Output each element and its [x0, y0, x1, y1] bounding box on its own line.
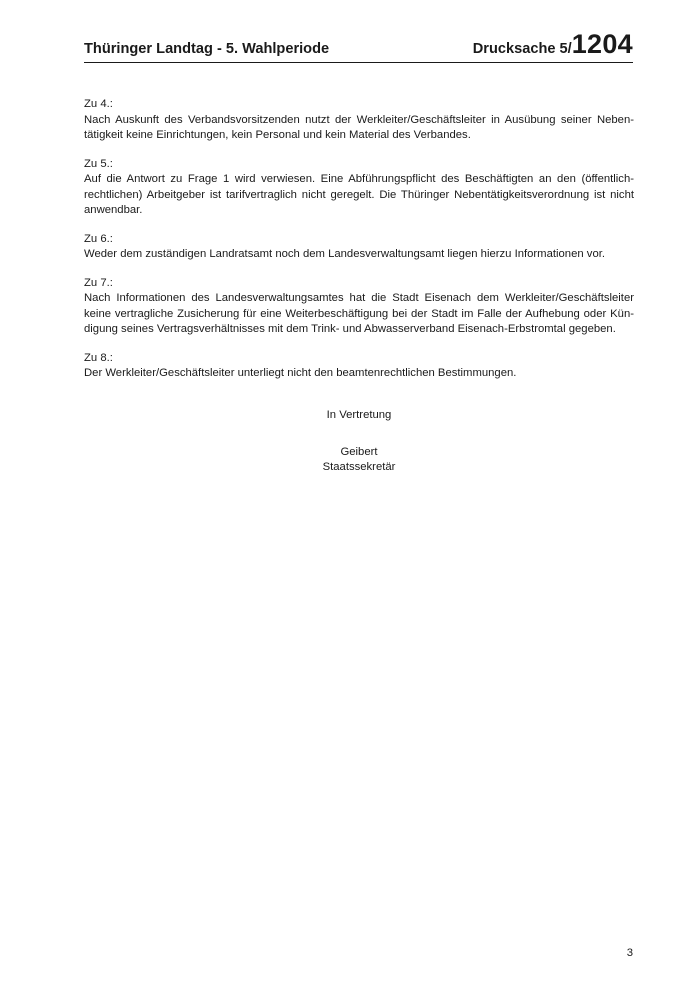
document-body: [84, 97, 634, 395]
text-line: digung seines Vertragsverhältnisses mit dem Trink- und Abwasserverband Eisenach-Erbstromtal gegeben.: [84, 323, 616, 335]
text-line: Der Werkleiter/Geschäftsleiter unterliegt nicht den beamtenrechtlichen Bestimmungen.: [84, 367, 517, 379]
representation-note: In Vertretung: [326, 409, 392, 421]
text-line: Auf die Antwort zu Frage 1 wird verwiesen. Eine Abführungspflicht des Beschäftigten an den (öffentlich-: [84, 173, 634, 185]
page-header: [84, 28, 633, 63]
answer-section-6: [84, 232, 634, 263]
section-label: Zu 8.:: [84, 351, 113, 364]
answer-section-4: [84, 97, 634, 144]
section-label: Zu 5.:: [84, 157, 113, 170]
parliament-title: Thüringer Landtag - 5. Wahlperiode: [84, 41, 330, 57]
page-number: 3: [626, 947, 633, 959]
answer-section-5: [84, 157, 634, 219]
drucksache-number: 1204: [571, 29, 633, 59]
text-line: keine vertragliche Zusicherung für eine Weiterbeschäftigung bei der Stadt im Falle der Aufhebung oder Kün-: [84, 307, 634, 320]
section-label: Zu 4.:: [84, 98, 113, 110]
text-line: tätigkeit keine Einrichtungen, kein Personal und kein Material des Verbandes.: [84, 129, 471, 141]
signature-block: [84, 408, 634, 476]
drucksache-reference: [473, 29, 633, 60]
answer-section-8: [84, 351, 634, 382]
signatory-title: Staatssekretär: [322, 461, 396, 473]
text-line: rechtlichen) Arbeitgeber ist tarifvertraglich nicht geregelt. Die Thüringer Nebentätigkeitsverordnung ist nicht: [84, 188, 634, 201]
text-line: anwendbar.: [84, 204, 143, 216]
text-line: Nach Informationen des Landesverwaltungsamtes hat die Stadt Eisenach dem Werkleiter/Geschäftsleiter: [84, 292, 634, 304]
signatory-name: Geibert: [340, 445, 378, 458]
section-label: Zu 6.:: [84, 232, 113, 245]
text-line: Nach Auskunft des Verbandsvorsitzenden nutzt der Werkleiter/Geschäftsleiter in Ausübung seiner Neben-: [84, 113, 634, 126]
drucksache-label: Drucksache 5/: [472, 41, 572, 57]
section-label: Zu 7.:: [84, 276, 113, 289]
text-line: Weder dem zuständigen Landratsamt noch dem Landesverwaltungsamt liegen hierzu Informationen vor.: [84, 248, 606, 260]
answer-section-7: [84, 276, 634, 338]
signature-spacer: [84, 424, 634, 445]
